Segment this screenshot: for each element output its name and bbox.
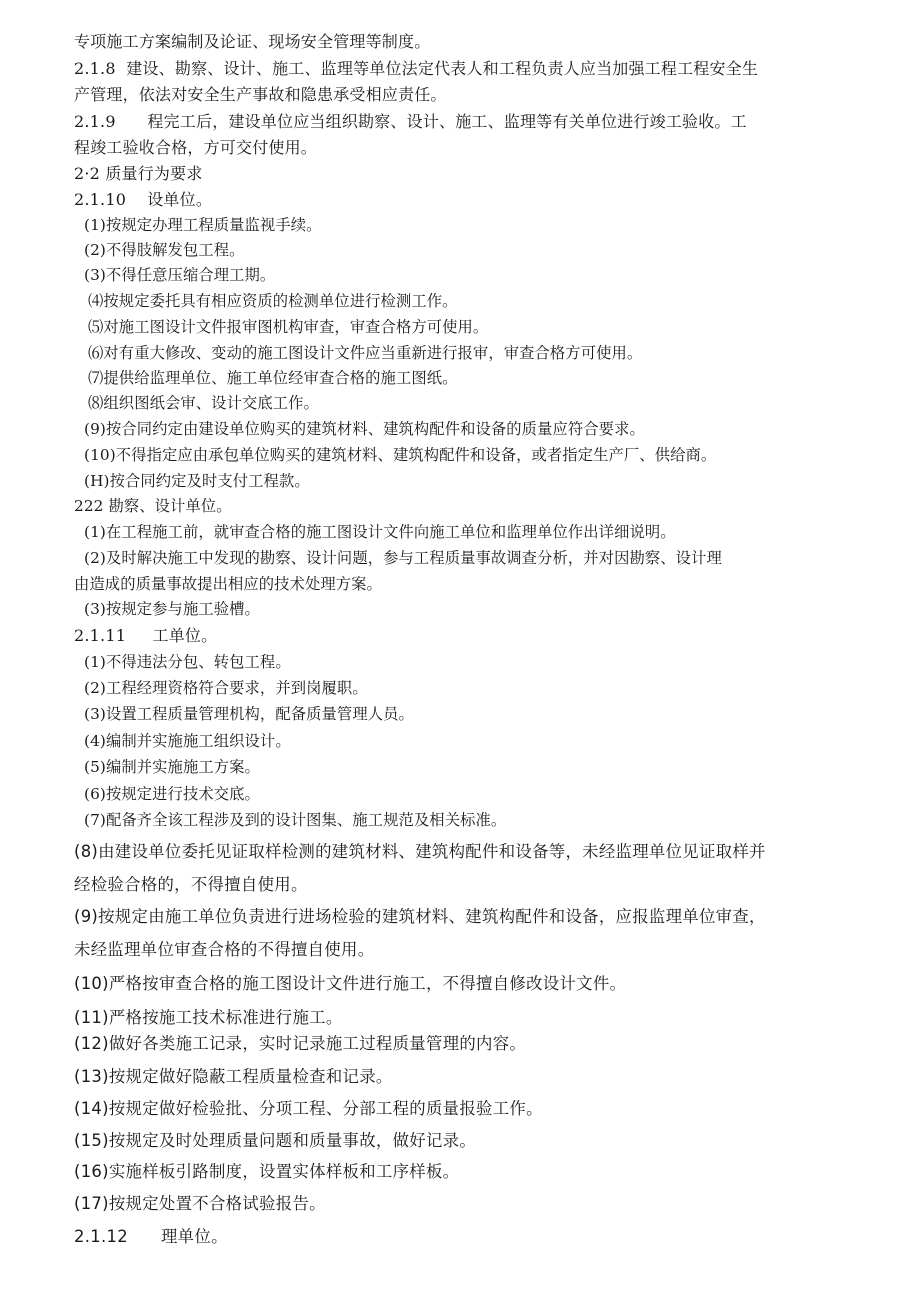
- subsection-heading: 2.1.10 设单位。: [74, 190, 213, 209]
- list-item: ⑷按规定委托具有相应资质的检测单位进行检测工作。: [88, 292, 458, 310]
- text-line: 程竣工验收合格，方可交付使用。: [74, 138, 318, 157]
- list-item: (6)按规定进行技术交底。: [84, 785, 260, 803]
- list-item-continuation: 未经监理单位审查合格的不得擅自使用。: [74, 940, 375, 959]
- list-item: (17)按规定处置不合格试验报告。: [74, 1194, 326, 1213]
- list-item: (1)按规定办理工程质量监视手续。: [84, 216, 322, 234]
- list-item: (16)实施样板引路制度，设置实体样板和工序样板。: [74, 1162, 460, 1181]
- list-item: ⑹对有重大修改、变动的施工图设计文件应当重新进行报审，审查合格方可使用。: [88, 344, 643, 362]
- subsection-heading: 2.1.11 工单位。: [74, 626, 218, 645]
- text-line: 2.1.9 程完工后，建设单位应当组织勘察、设计、施工、监理等有关单位进行竣工验收。工: [74, 112, 747, 131]
- list-item-continuation: 由造成的质量事故提出相应的技术处理方案。: [74, 575, 382, 593]
- text-line: 专项施工方案编制及论证、现场安全管理等制度。: [74, 32, 431, 51]
- list-item: (3)不得任意压缩合理工期。: [84, 266, 276, 284]
- list-item: (3)按规定参与施工验槽。: [84, 600, 260, 618]
- list-item: (9)按合同约定由建设单位购买的建筑材料、建筑构配件和设备的质量应符合要求。: [84, 420, 645, 438]
- text-line: 2.1.8 建设、勘察、设计、施工、监理等单位法定代表人和工程负责人应当加强工程工程安全生: [74, 59, 759, 78]
- list-item: (1)不得违法分包、转包工程。: [84, 653, 291, 671]
- list-item-continuation: 经检验合格的，不得擅自使用。: [74, 875, 308, 894]
- list-item: (2)及时解决施工中发现的勘察、设计问题，参与工程质量事故调查分析，并对因勘察、设计理: [84, 549, 722, 567]
- subsection-heading: 2.1.12 理单位。: [74, 1227, 228, 1246]
- list-item: (12)做好各类施工记录，实时记录施工过程质量管理的内容。: [74, 1034, 527, 1053]
- list-item: (1)在工程施工前，就审查合格的施工图设计文件向施工单位和监理单位作出详细说明。: [84, 523, 676, 541]
- list-item: (8)由建设单位委托见证取样检测的建筑材料、建筑构配件和设备等，未经监理单位见证取样并: [74, 842, 766, 861]
- list-item: (15)按规定及时处理质量问题和质量事故，做好记录。: [74, 1131, 477, 1150]
- list-item: (4)编制并实施施工组织设计。: [84, 732, 291, 750]
- list-item: ⑺提供给监理单位、施工单位经审查合格的施工图纸。: [88, 369, 458, 387]
- list-item: ⑸对施工图设计文件报审图机构审查，审查合格方可使用。: [88, 318, 489, 336]
- list-item: (3)设置工程质量管理机构，配备质量管理人员。: [84, 705, 414, 723]
- list-item: (11)严格按施工技术标准进行施工。: [74, 1008, 343, 1027]
- list-item: (10)不得指定应由承包单位购买的建筑材料、建筑构配件和设备，或者指定生产厂、供给商。: [84, 446, 717, 464]
- list-item: (14)按规定做好检验批、分项工程、分部工程的质量报验工作。: [74, 1099, 543, 1118]
- list-item: (H)按合同约定及时支付工程款。: [84, 472, 310, 490]
- list-item: (10)严格按审查合格的施工图设计文件进行施工，不得擅自修改设计文件。: [74, 974, 627, 993]
- subsection-heading: 222 勘察、设计单位。: [74, 497, 232, 515]
- list-item: ⑻组织图纸会审、设计交底工作。: [88, 394, 319, 412]
- list-item: (2)不得肢解发包工程。: [84, 241, 245, 259]
- list-item: (2)工程经理资格符合要求，并到岗履职。: [84, 679, 368, 697]
- list-item: (5)编制并实施施工方案。: [84, 758, 260, 776]
- text-line: 产管理，依法对安全生产事故和隐患承受相应责任。: [74, 85, 447, 104]
- list-item: (9)按规定由施工单位负责进行进场检验的建筑材料、建筑构配件和设备，应报监理单位审查，: [74, 907, 766, 926]
- list-item: (13)按规定做好隐蔽工程质量检查和记录。: [74, 1067, 393, 1086]
- list-item: (7)配备齐全该工程涉及到的设计图集、施工规范及相关标准。: [84, 811, 507, 829]
- section-heading: 2·2 质量行为要求: [74, 164, 203, 183]
